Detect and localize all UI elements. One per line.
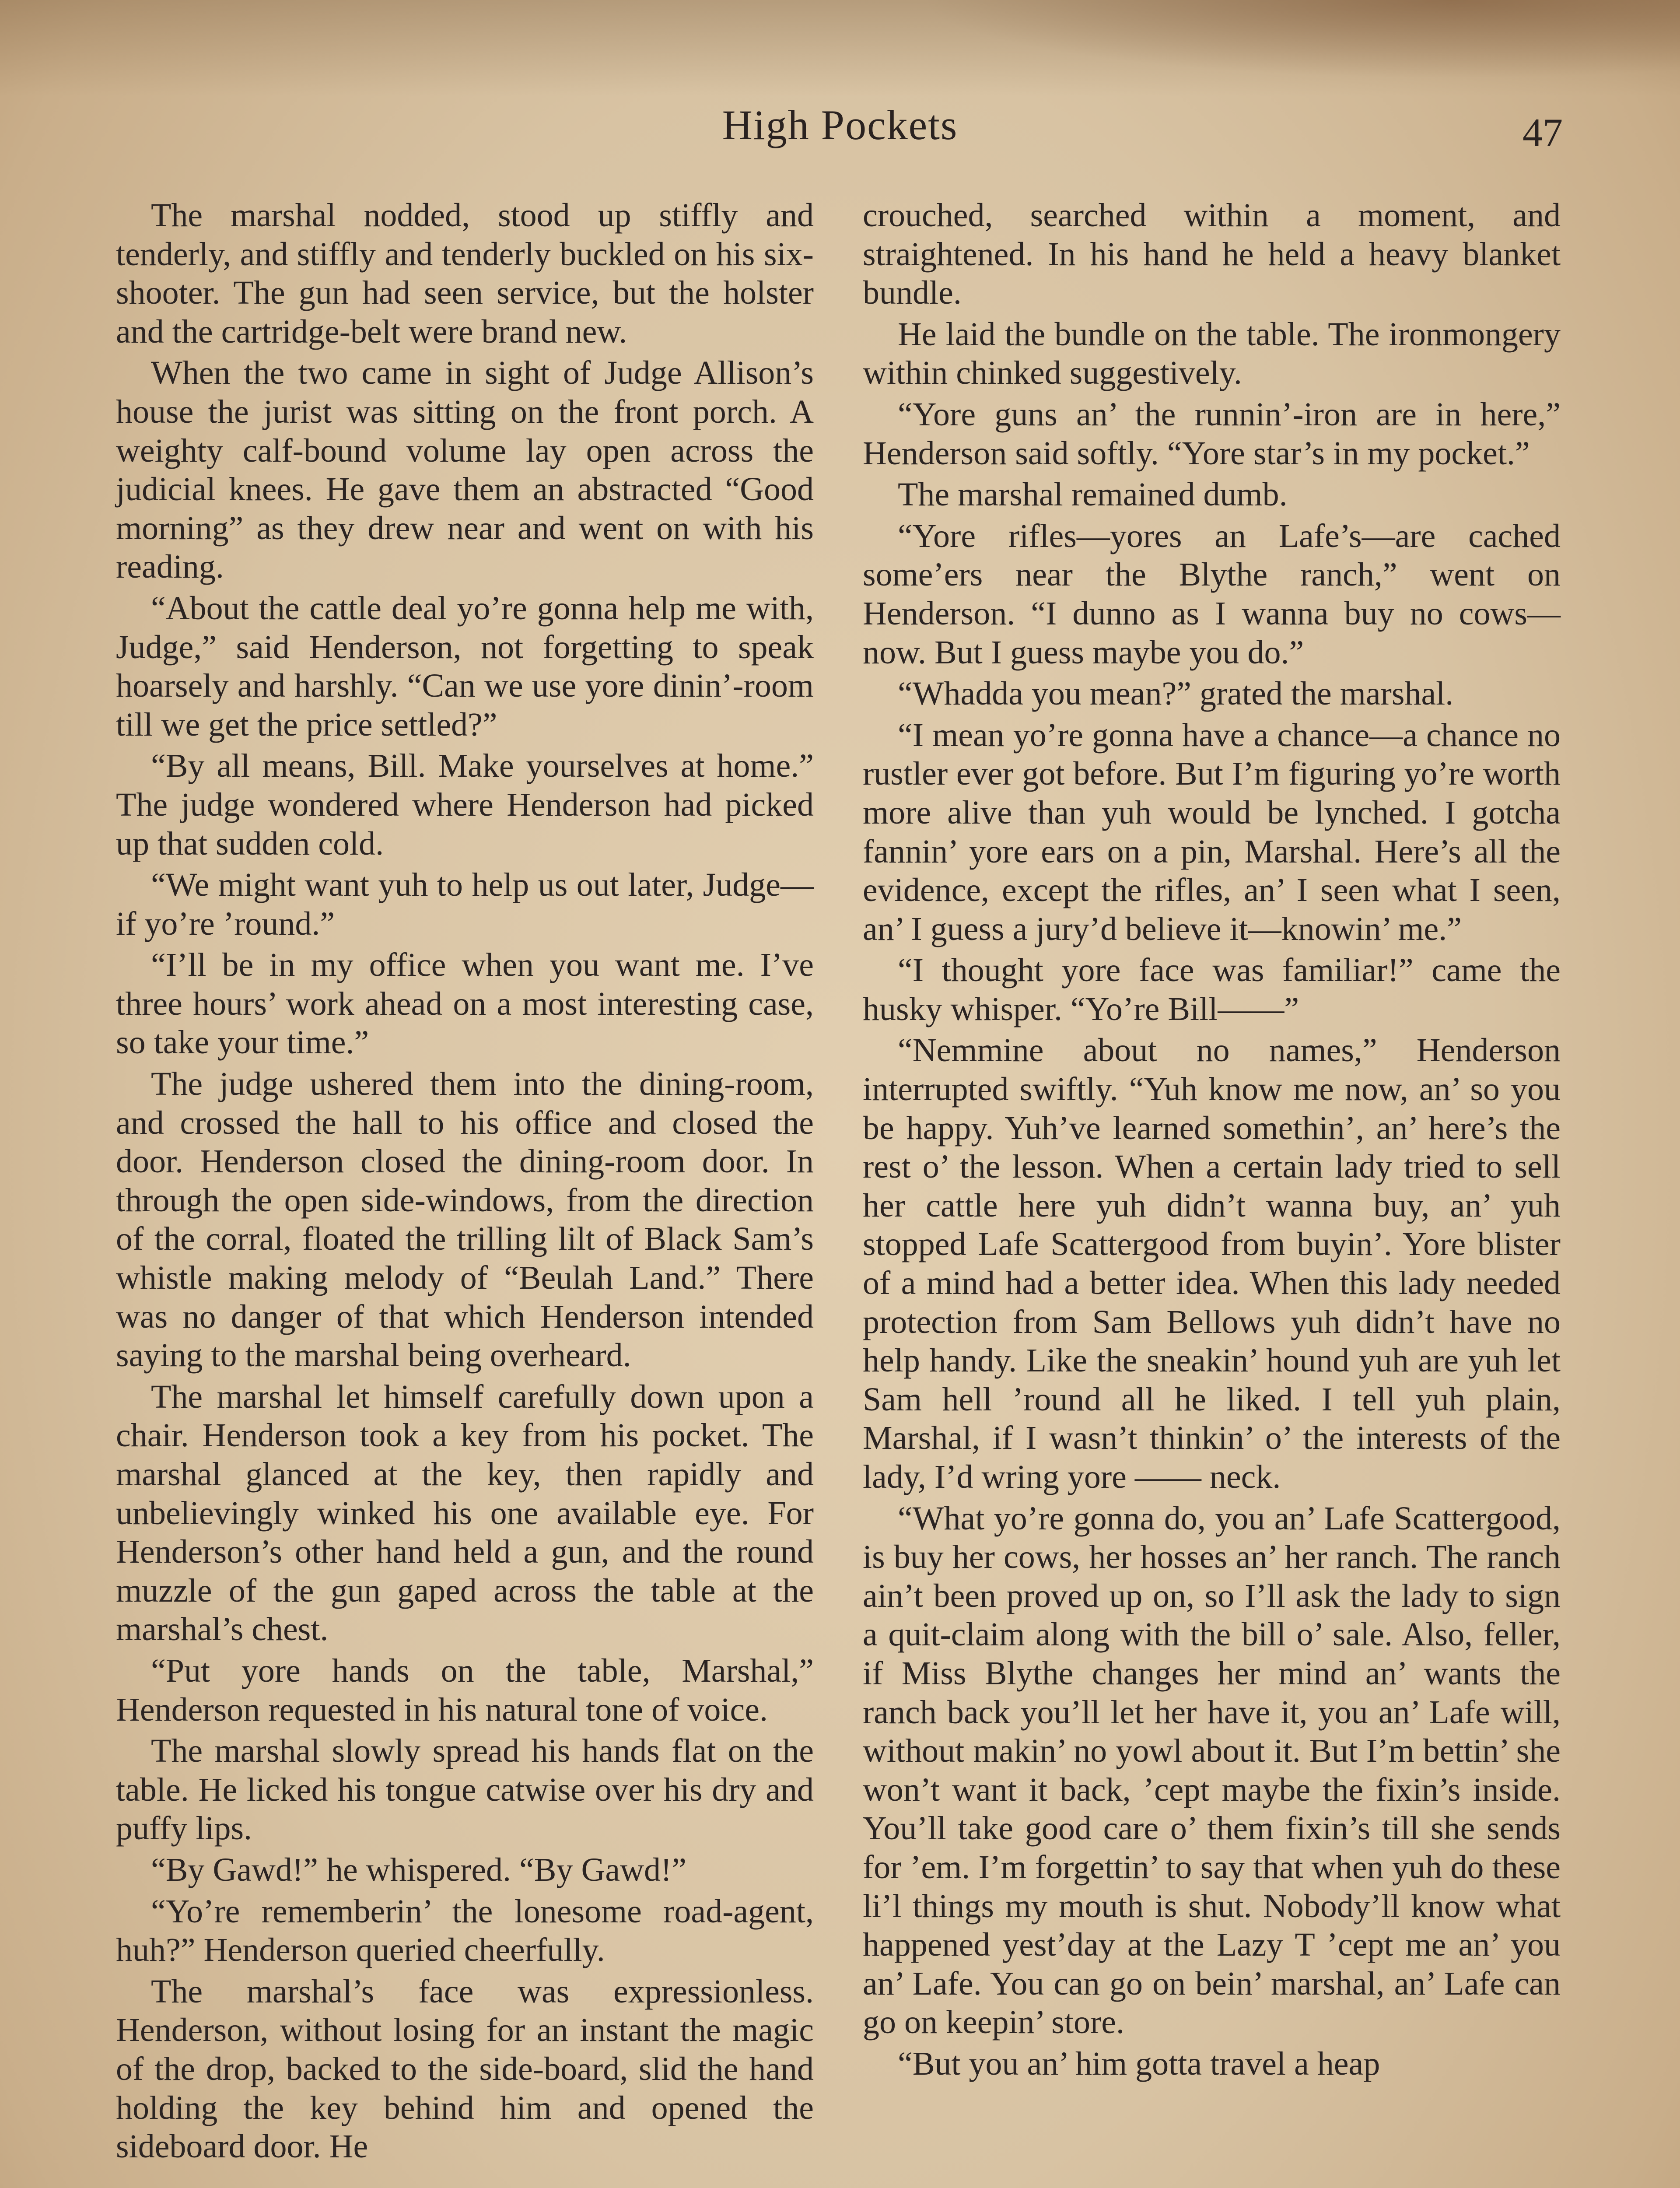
page-number: 47 (1522, 110, 1563, 155)
paragraph: “By Gawd!” he whispered. “By Gawd!” (151, 1851, 687, 1888)
paragraph: “I mean yo’re gonna have a chance—a chance no rustler ever got before. But I’m figuring yo’re worth more alive than yuh would be lynched. I gotcha fannin’ yore ears on a pin, Marshal. Here’s all the evidence, except the rifles, an’ I seen what I seen, an’ I guess a jury’d believe it—knowin’ me.” (863, 716, 1561, 947)
paragraph-continuation: crouched, searched within a moment, and straightened. In his hand he held a heavy blanket bundle. (863, 197, 1561, 312)
paragraph: “I thought yore face was familiar!” came the husky whisper. “Yo’re Bill——” (863, 952, 1561, 1027)
paragraph: “Yo’re rememberin’ the lonesome road-agent, huh?” Henderson queried cheerfully. (116, 1893, 814, 1969)
page-stain-corner (919, 0, 1680, 79)
paragraph: The marshal’s face was expressionless. Henderson, without losing for an instant the magic of the drop, backed to the side-board, slid the hand holding the key behind him and opened the sideboard door. He (116, 1973, 814, 2165)
running-head-title: High Pockets (722, 102, 958, 148)
paragraph: The marshal remained dumb. (898, 476, 1288, 513)
paragraph: “By all means, Bill. Make yourselves at home.” The judge wondered where Henderson had picked up that sudden cold. (116, 747, 814, 862)
paragraph: When the two came in sight of Judge Allison’s house the jurist was sitting on the front porch. A weighty calf-bound volume lay open across the judicial knees. He gave them an abstracted “Good morning” as they drew near and went on with his reading. (116, 354, 814, 586)
paragraph: “Put yore hands on the table, Marshal,” Henderson requested in his natural tone of voice. (116, 1652, 814, 1728)
paragraph: The marshal slowly spread his hands flat on the table. He licked his tongue catwise over his dry and puffy lips. (116, 1732, 814, 1847)
paragraph: The marshal let himself carefully down upon a chair. Henderson took a key from his pocket. The marshal glanced at the key, then rapidly and unbelievingly winked his one available eye. For Henderson’s other hand held a gun, and the round muzzle of the gun gaped across the table at the marshal’s chest. (116, 1378, 814, 1648)
right-column (863, 196, 1561, 2083)
paragraph: “I’ll be in my office when you want me. I’ve three hours’ work ahead on a most interesting case, so take your time.” (116, 947, 814, 1061)
paragraph: “Yore guns an’ the runnin’-iron are in here,” Henderson said softly. “Yore star’s in my pocket.” (863, 396, 1561, 472)
paragraph: “But you an’ him gotta travel a heap (898, 2045, 1380, 2082)
paragraph: “Yore rifles—yores an Lafe’s—are cached some’ers near the Blythe ranch,” went on Henderson. “I dunno as I wanna buy no cows—now. But I guess maybe you do.” (863, 517, 1561, 671)
paragraph: “We might want yuh to help us out later, Judge—if yo’re ’round.” (116, 866, 814, 942)
paragraph: “Whadda you mean?” grated the marshal. (898, 675, 1454, 712)
paragraph: He laid the bundle on the table. The ironmongery within chinked suggestively. (863, 316, 1561, 392)
paragraph: “What yo’re gonna do, you an’ Lafe Scattergood, is buy her cows, her hosses an’ her ranch. The ranch ain’t been proved up on, so I’ll ask the lady to sign a quit-claim along with the bill o’ sale. Also, feller, if Miss Blythe changes her mind an’ wants the ranch back you’ll let her have it, you an’ Lafe will, without makin’ no yowl about it. But I’m bettin’ she won’t want it back, ’cept maybe the fixin’s inside. You’ll take good care o’ them fixin’s till she sends for ’em. I’m forgettin’ to say that when yuh do these li’l things my mouth is shut. Nobody’ll know what happened yest’day at the Lazy T ’cept me an’ you an’ Lafe. You can go on bein’ marshal, an’ Lafe can go on keepin’ store. (863, 1500, 1561, 2041)
left-column (116, 196, 814, 2166)
paragraph: The judge ushered them into the dining-room, and crossed the hall to his office and closed the door. Henderson closed the dining-room door. In through the open side-windows, from the direction of the corral, floated the trilling lilt of Black Sam’s whistle making melody of “Beulah Land.” There was no danger of that which Henderson intended saying to the marshal being overheard. (116, 1066, 814, 1374)
paragraph: “Nemmine about no names,” Henderson interrupted swiftly. “Yuh know me now, an’ so you be happy. Yuh’ve learned somethin’, an’ here’s the rest o’ the lesson. When a certain lady tried to sell her cattle here yuh didn’t wanna buy, an’ yuh stopped Lafe Scattergood from buyin’. Yore blister of a mind had a better idea. When this lady needed protection from Sam Bellows yuh didn’t have no help handy. Like the sneakin’ hound yuh are yuh let Sam hell ’round all he liked. I tell yuh plain, Marshal, if I wasn’t thinkin’ o’ the interests of the lady, I’d wring yore —— neck. (863, 1032, 1561, 1495)
paragraph: “About the cattle deal yo’re gonna help me with, Judge,” said Henderson, not forgetting to speak hoarsely and harshly. “Can we use yore dinin’-room till we get the price settled?” (116, 589, 814, 743)
paragraph: The marshal nodded, stood up stiffly and tenderly, and stiffly and tenderly buckled on his six-shooter. The gun had seen service, but the holster and the cartridge-belt were brand new. (116, 197, 814, 350)
